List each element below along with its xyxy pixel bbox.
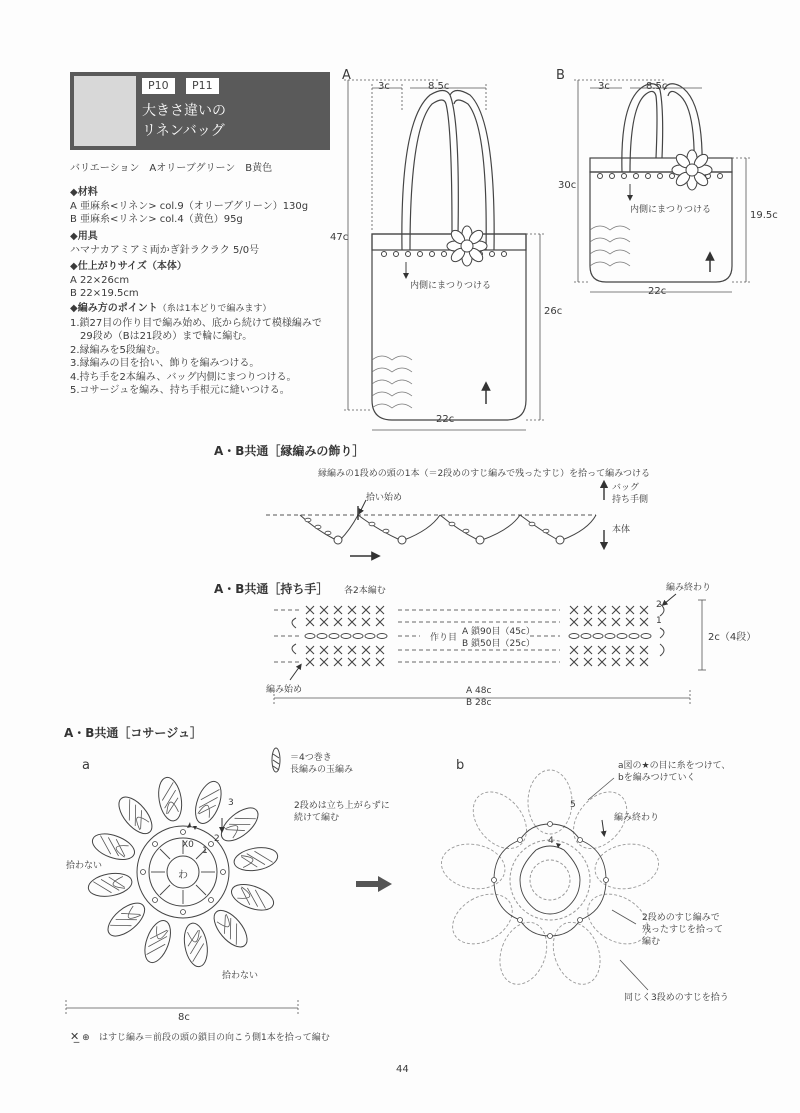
bag-b-diagram xyxy=(574,80,750,292)
corsage-b-diagram xyxy=(438,770,662,991)
handle-length-a: A 48c xyxy=(466,686,492,696)
pick-note-2: 残ったすじを拾って xyxy=(642,925,724,935)
bag-b-dim-handle: 8.5c xyxy=(646,81,668,92)
bag-a-dim-width: 22c xyxy=(436,414,455,425)
pattern-title-line2: リネンバッグ xyxy=(142,123,225,139)
edging-down-label: 本体 xyxy=(612,525,631,535)
legend-puff-stitch-icon xyxy=(272,748,280,772)
bag-b-dim-total: 30c xyxy=(558,180,577,191)
round2-note-1: 2段めは立ち上がらずに xyxy=(294,801,390,811)
points-heading-note: （糸は1本どりで編みます） xyxy=(157,304,272,314)
corsage-b-label: b xyxy=(456,758,465,773)
size-line-b: B 22×19.5cm xyxy=(70,288,139,299)
pattern-title-line1: 大きさ違いの xyxy=(142,103,226,119)
handle-title: A・B共通［持ち手］ xyxy=(214,582,329,596)
bag-b-label: B xyxy=(556,68,565,83)
edging-title: A・B共通［縁編みの飾り］ xyxy=(214,444,365,458)
edging-diagram xyxy=(266,484,604,556)
bag-a-dim-total: 47c xyxy=(330,232,349,243)
materials-line-b: B 亜麻糸<リネン> col.4（黄色）95g xyxy=(70,214,243,225)
page-number: 44 xyxy=(396,1064,409,1075)
points-line-1: 1.鎖27目の作り目で編み始め、底から続けて模様編みで xyxy=(70,317,322,329)
bag-a-note: 内側にまつりつける xyxy=(410,281,492,291)
points-heading: ◆編み方のポイント xyxy=(70,303,158,314)
points-line-3: 2.縁編みを5段編む。 xyxy=(70,344,166,356)
corsage-b-end-label: 編み終わり xyxy=(614,813,660,823)
corsage-round-4: 4 xyxy=(548,836,554,846)
handle-chain-a: A 鎖90目（45c） xyxy=(462,627,535,637)
bag-a-diagram xyxy=(344,80,544,430)
handle-chain-b: B 鎖50目（25c） xyxy=(462,639,535,649)
points-line-5: 4.持ち手を2本編み、バッグ内側にまつりつける。 xyxy=(70,371,297,383)
round3-note: 同じく3段めのすじを拾う xyxy=(624,993,729,1003)
handle-length-b: B 28c xyxy=(466,698,492,708)
bag-a-dim-side: 3c xyxy=(378,81,390,92)
bag-a-dim-handle: 8.5c xyxy=(428,81,450,92)
corsage-x0-label: X0 xyxy=(182,840,194,850)
size-heading: ◆仕上がりサイズ（本体） xyxy=(70,261,187,272)
variation-text: バリエーション Aオリーブグリーン B黄色 xyxy=(70,163,273,174)
handle-end-label: 編み終わり xyxy=(666,583,712,593)
edging-up-label-2: 持ち手側 xyxy=(612,495,649,505)
corsage-title: A・B共通［コサージュ］ xyxy=(64,726,202,740)
page-tag-p11: P11 xyxy=(186,78,219,94)
handle-subtitle: 各2本編む xyxy=(344,586,386,596)
corsage-round-3: 3 xyxy=(228,798,234,808)
bag-a-label: A xyxy=(342,68,351,83)
bag-b-dim-width: 22c xyxy=(648,286,667,297)
bag-b-dim-side: 3c xyxy=(598,81,610,92)
handle-row-1: 1 xyxy=(656,616,662,626)
tools-heading: ◆用具 xyxy=(70,231,98,242)
pick-note-3: 編む xyxy=(642,937,661,947)
edging-start-label: 拾い始め xyxy=(366,493,403,503)
stitch-symbol-icon: ✕̲ xyxy=(70,1030,80,1043)
round2-note-2: 続けて編む xyxy=(294,813,340,823)
edging-note: 縁編みの1段めの頭の1本（＝2段めのすじ編みで残ったすじ）を拾って編みつける xyxy=(318,469,651,479)
page-tag-p10: P10 xyxy=(142,78,175,94)
corsage-a-label: a xyxy=(82,758,90,773)
points-line-2: 29段め（Bは21段め）まで輪に編む。 xyxy=(70,331,253,342)
bag-b-dim-body: 19.5c xyxy=(750,210,778,221)
corsage-round-1: 1 xyxy=(202,846,208,856)
corsage-round-5: 5 xyxy=(570,800,576,810)
handle-foundation-label: 作り目 xyxy=(430,633,458,643)
corsage-diameter: 8c xyxy=(178,1012,190,1023)
bag-b-note: 内側にまつりつける xyxy=(630,205,712,215)
legend-line-1: ＝4つ巻き xyxy=(290,753,332,763)
corsage-round-2: 2 xyxy=(214,834,220,844)
edging-up-label-1: バッグ xyxy=(612,483,640,493)
points-line-4: 3.縁編みの目を拾い、飾りを編みつける。 xyxy=(70,358,260,369)
corsage-b-note-1: a図の★の目に糸をつけて、 xyxy=(618,761,731,771)
puff-symbol-icon: ⊕ xyxy=(82,1033,90,1043)
corsage-b-note-2: bを編みつけていく xyxy=(618,773,696,783)
size-line-a: A 22×26cm xyxy=(70,274,130,286)
tools-line: ハマナカアミアミ両かぎ針ラクラク 5/0号 xyxy=(70,244,260,256)
footnote-text: はすじ編み＝前段の頭の鎖目の向こう側1本を拾って編む xyxy=(98,1033,330,1043)
footnote xyxy=(70,1030,330,1043)
materials-line-a: A 亜麻糸<リネン> col.9（オリーブグリーン）130g xyxy=(70,200,309,212)
corsage-ring-label: わ xyxy=(178,870,188,881)
legend-line-2: 長編みの玉編み xyxy=(290,765,354,775)
handle-height: 2c（4段） xyxy=(708,632,757,643)
skip-label-1: 拾わない xyxy=(66,861,103,871)
handle-row-2: 2 xyxy=(656,600,662,610)
bag-a-dim-body: 26c xyxy=(544,306,563,317)
materials-heading: ◆材料 xyxy=(70,187,98,198)
points-line-6: 5.コサージュを編み、持ち手根元に縫いつける。 xyxy=(70,385,290,396)
pick-note-1: 2段めのすじ編みで xyxy=(642,913,720,923)
skip-label-2: 拾わない xyxy=(222,971,259,981)
handle-start-label: 編み始め xyxy=(266,685,303,695)
